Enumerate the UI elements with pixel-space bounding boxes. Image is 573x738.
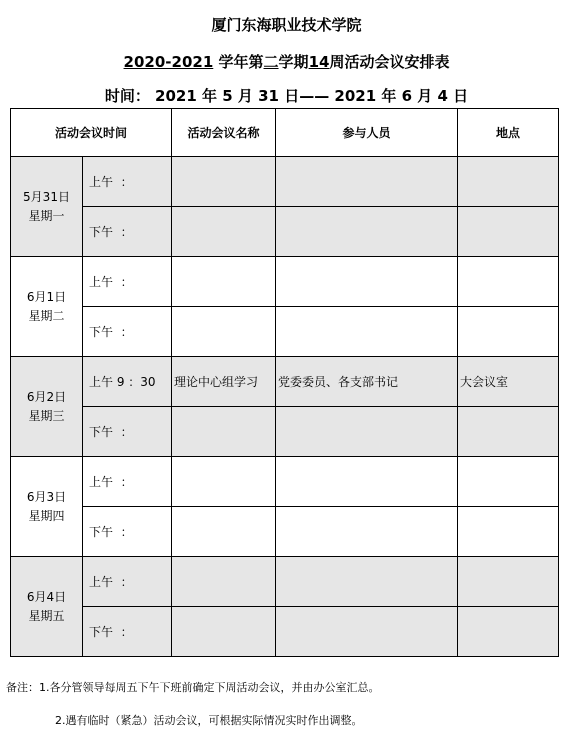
participants-cell <box>276 407 458 457</box>
participants-cell <box>276 257 458 307</box>
participants-cell <box>276 607 458 657</box>
semester-value: 二 <box>263 53 279 71</box>
participants-cell <box>276 457 458 507</box>
school-title: 厦门东海职业技术学院 <box>211 16 362 34</box>
date-label: 6月2日 <box>26 389 67 404</box>
location-cell <box>458 257 559 307</box>
participants-cell <box>276 557 458 607</box>
activity-name-cell: 理论中心组学习 <box>172 357 276 407</box>
weekday-label: 星期三 <box>28 408 65 423</box>
location-cell <box>458 157 559 207</box>
activity-name-cell <box>172 457 276 507</box>
participants-cell <box>276 507 458 557</box>
location-cell <box>458 457 559 507</box>
note-2: 2.遇有临时（紧急）活动会议，可根据实际情况实时作出调整。 <box>55 714 363 727</box>
pm-time-cell: 下午 ： <box>83 207 172 257</box>
am-time-cell: 上午 ： <box>83 457 172 507</box>
date-cell <box>11 157 83 257</box>
note-1: 备注：1.各分管领导每周五下午下班前确定下周活动会议，并由办公室汇总。 <box>6 681 380 694</box>
table-row <box>11 357 559 407</box>
activity-name-cell <box>172 157 276 207</box>
table-row <box>11 257 559 307</box>
am-time-cell: 上午 ： <box>83 157 172 207</box>
date-label: 6月3日 <box>26 489 67 504</box>
am-time-cell: 上午 ： <box>83 257 172 307</box>
table-row <box>11 307 559 357</box>
week-value: 14 <box>308 53 330 71</box>
activity-name-cell <box>172 507 276 557</box>
table-row <box>11 407 559 457</box>
date-cell <box>11 557 83 657</box>
table-row <box>11 157 559 207</box>
pm-time-cell: 下午 ： <box>83 607 172 657</box>
header-time: 活动会议时间 <box>11 109 172 157</box>
pm-time-cell: 下午 ： <box>83 307 172 357</box>
location-cell <box>458 557 559 607</box>
date-label: 6月1日 <box>26 289 67 304</box>
activity-name-cell <box>172 557 276 607</box>
date-cell <box>11 257 83 357</box>
header-people: 参与人员 <box>276 109 458 157</box>
date-cell <box>11 457 83 557</box>
activity-name-cell <box>172 607 276 657</box>
activity-name-cell <box>172 407 276 457</box>
participants-cell <box>276 307 458 357</box>
am-time-cell: 上午 9 ：30 <box>83 357 172 407</box>
activity-name-cell <box>172 257 276 307</box>
schedule-table <box>10 108 559 657</box>
weekday-label: 星期一 <box>28 208 65 223</box>
date-cell <box>11 357 83 457</box>
location-cell <box>458 307 559 357</box>
location-cell <box>458 507 559 557</box>
location-cell <box>458 407 559 457</box>
table-row <box>11 457 559 507</box>
schedule-title <box>0 51 573 72</box>
table-header-row <box>11 109 559 157</box>
header-place: 地点 <box>458 109 559 157</box>
participants-cell: 党委委员、各支部书记 <box>276 357 458 407</box>
location-cell <box>458 207 559 257</box>
participants-cell <box>276 157 458 207</box>
activity-name-cell <box>172 207 276 257</box>
location-cell: 大会议室 <box>458 357 559 407</box>
table-row <box>11 557 559 607</box>
pm-time-cell: 下午 ： <box>83 407 172 457</box>
schedule-date-range: 时间： 2021 年 5 月 31 日—— 2021 年 6 月 4 日 <box>104 87 469 105</box>
weekday-label: 星期五 <box>28 608 65 623</box>
header-name: 活动会议名称 <box>172 109 276 157</box>
location-cell <box>458 607 559 657</box>
year-suffix: 学年第 <box>218 53 264 71</box>
am-time-cell: 上午 ： <box>83 557 172 607</box>
weekday-label: 星期二 <box>28 308 65 323</box>
participants-cell <box>276 207 458 257</box>
date-label: 6月4日 <box>26 589 67 604</box>
table-row <box>11 207 559 257</box>
week-suffix: 周活动会议安排表 <box>329 53 450 71</box>
activity-name-cell <box>172 307 276 357</box>
table-row <box>11 507 559 557</box>
weekday-label: 星期四 <box>28 508 65 523</box>
semester-suffix: 学期 <box>278 53 309 71</box>
table-row <box>11 607 559 657</box>
date-label: 5月31日 <box>23 189 70 204</box>
pm-time-cell: 下午 ： <box>83 507 172 557</box>
year-value: 2020-2021 <box>123 53 214 71</box>
